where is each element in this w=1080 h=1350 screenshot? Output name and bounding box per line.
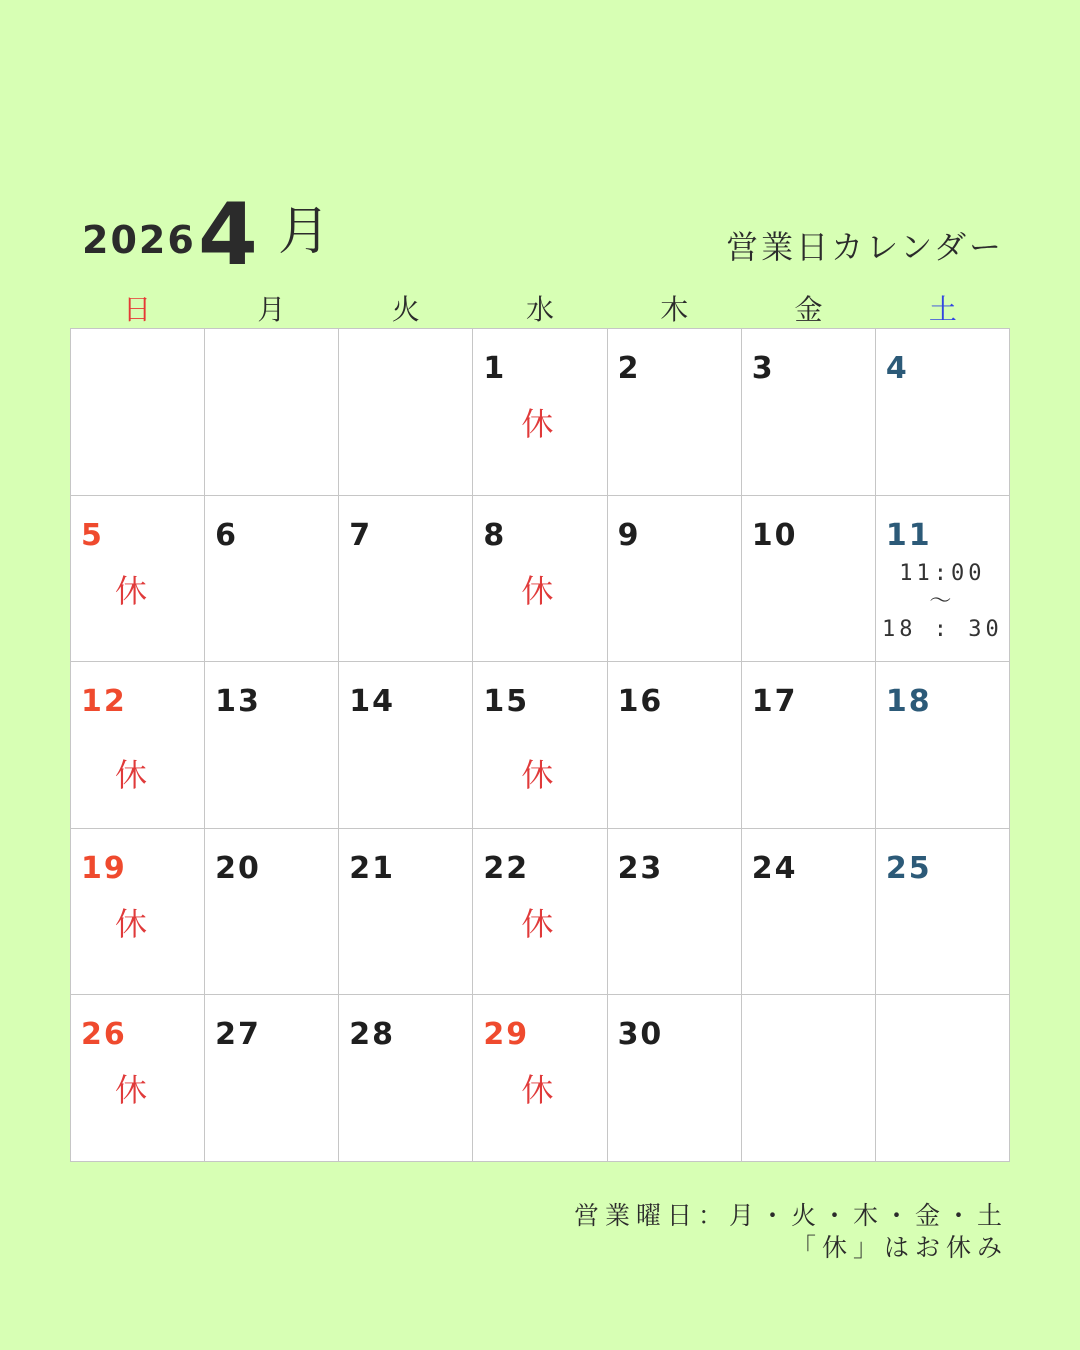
day-number: 7 — [349, 517, 373, 553]
closed-mark: 休 — [115, 1071, 148, 1110]
calendar-day-cell — [205, 995, 339, 1162]
calendar-day-cell — [608, 496, 742, 663]
day-number: 5 — [81, 517, 104, 553]
business-hours-line: 18 : 30 — [882, 616, 1003, 642]
day-number: 9 — [617, 517, 641, 553]
calendar-day-cell — [71, 496, 205, 663]
business-days-note: 営業曜日：月・火・木・金・土 — [573, 1201, 1008, 1230]
calendar-day-cell — [742, 995, 876, 1162]
calendar-day-cell — [742, 329, 876, 496]
day-number: 26 — [81, 1017, 127, 1053]
calendar-day-cell — [339, 662, 473, 829]
day-number: 27 — [215, 1017, 261, 1053]
day-number: 1 — [483, 351, 507, 386]
closed-mark: 休 — [115, 904, 148, 943]
month-unit: 月 — [278, 202, 331, 262]
day-number: 13 — [215, 684, 261, 720]
day-number: 25 — [885, 850, 932, 886]
closed-mark: 休 — [115, 756, 148, 795]
day-number: 22 — [483, 850, 530, 886]
calendar-day-cell — [205, 496, 339, 663]
business-hours-line: 〜 — [929, 588, 956, 614]
calendar-day-cell — [742, 496, 876, 663]
closed-mark: 休 — [521, 904, 554, 943]
day-number: 2 — [617, 351, 641, 386]
day-number: 28 — [349, 1017, 396, 1053]
closed-mark: 休 — [521, 405, 554, 443]
calendar-day-cell — [742, 662, 876, 829]
calendar-day-cell — [205, 662, 339, 829]
day-number: 18 — [885, 684, 932, 720]
calendar-day-cell — [876, 662, 1010, 829]
day-number: 20 — [215, 850, 261, 886]
day-number: 6 — [215, 517, 239, 553]
day-number: 24 — [751, 850, 798, 886]
calendar-day-cell — [473, 829, 607, 996]
month-number: 4 — [198, 185, 258, 285]
calendar-day-cell — [339, 995, 473, 1162]
weekday-sun: 日 — [123, 293, 152, 326]
day-number: 10 — [751, 517, 798, 553]
weekday-tue: 火 — [391, 293, 420, 326]
closed-mark: 休 — [521, 756, 554, 795]
calendar-day-cell — [205, 829, 339, 996]
calendar-day-cell — [339, 329, 473, 496]
year: 2026 — [82, 218, 196, 262]
day-number: 15 — [483, 684, 530, 720]
closed-mark: 休 — [521, 571, 554, 610]
calendar-day-cell — [71, 995, 205, 1162]
calendar-day-cell — [339, 829, 473, 996]
day-number: 4 — [885, 351, 909, 386]
day-number: 12 — [81, 684, 127, 720]
weekday-wed: 水 — [525, 293, 554, 326]
day-number: 17 — [751, 684, 798, 720]
weekday-fri: 金 — [794, 293, 823, 326]
day-number: 16 — [617, 684, 664, 720]
calendar-day-cell — [876, 829, 1010, 996]
calendar-grid — [70, 328, 1010, 1162]
closed-mark: 休 — [115, 571, 148, 610]
calendar-day-cell — [742, 829, 876, 996]
day-number: 14 — [349, 684, 396, 720]
calendar-day-cell — [71, 829, 205, 996]
day-number: 23 — [617, 850, 664, 886]
calendar-day-cell — [608, 995, 742, 1162]
calendar-day-cell — [71, 329, 205, 496]
closed-legend-note: 「休」はお休み — [790, 1233, 1008, 1262]
business-hours-line: 11:00 — [899, 560, 986, 586]
day-number: 19 — [81, 850, 127, 886]
calendar-day-cell — [876, 496, 1010, 663]
weekday-mon: 月 — [257, 293, 286, 326]
calendar-day-cell — [608, 829, 742, 996]
calendar-day-cell — [473, 662, 607, 829]
day-number: 29 — [483, 1017, 530, 1053]
footer-notes — [574, 1200, 1008, 1264]
day-number: 21 — [349, 850, 396, 886]
calendar-day-cell — [473, 995, 607, 1162]
day-number: 30 — [617, 1017, 664, 1053]
calendar-day-cell — [71, 662, 205, 829]
calendar-day-cell — [473, 496, 607, 663]
calendar-day-cell — [608, 662, 742, 829]
weekday-header — [70, 288, 1010, 328]
calendar-subtitle: 営業日カレンダー — [726, 228, 1004, 266]
weekday-sat: 土 — [928, 293, 957, 326]
closed-mark: 休 — [521, 1071, 554, 1110]
business-hours — [876, 560, 1009, 644]
day-number: 11 — [885, 517, 932, 553]
day-number: 8 — [483, 517, 507, 553]
calendar-day-cell — [473, 329, 607, 496]
weekday-thu: 木 — [660, 293, 689, 326]
calendar-day-cell — [339, 496, 473, 663]
calendar-day-cell — [608, 329, 742, 496]
calendar-day-cell — [876, 329, 1010, 496]
day-number: 3 — [751, 351, 775, 386]
calendar-day-cell — [876, 995, 1010, 1162]
calendar-day-cell — [205, 329, 339, 496]
